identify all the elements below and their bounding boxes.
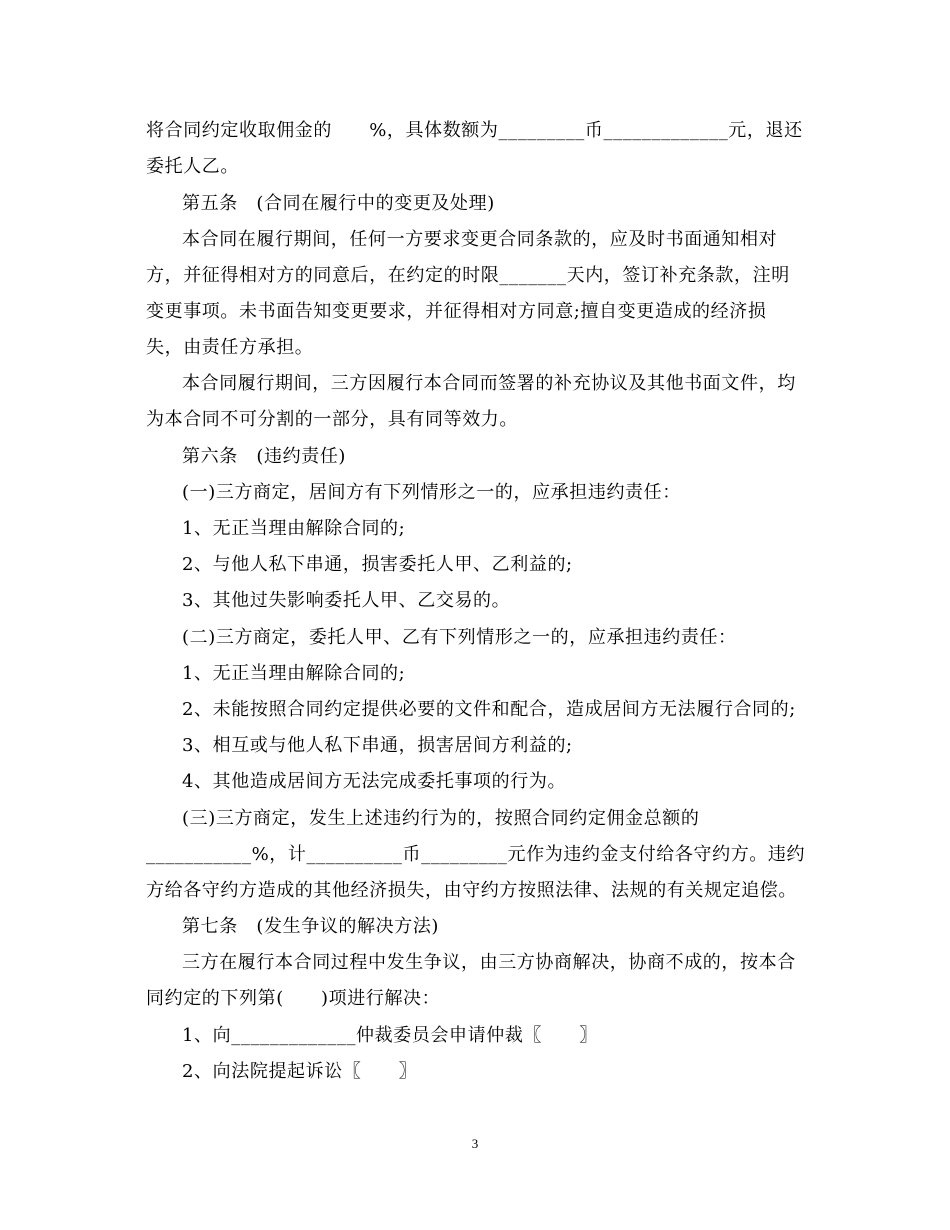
text-line: 方，并征得相对方的同意后，在约定的时限_______天内，签订补充条款，注明 [146, 265, 790, 286]
section-heading: 第七条 (发生争议的解决方法) [182, 916, 440, 937]
section-heading: 第五条 (合同在履行中的变更及处理) [182, 193, 495, 214]
list-item: 4、其他造成居间方无法完成委托事项的行为。 [182, 771, 567, 792]
list-item: 1、无正当理由解除合同的; [182, 663, 406, 684]
list-item: 3、相互或与他人私下串通，损害居间方利益的; [182, 735, 573, 756]
list-item: 2、向法院提起诉讼〖 〗 [182, 1061, 418, 1082]
list-item: 2、未能按照合同约定提供必要的文件和配合，造成居间方无法履行合同的; [182, 699, 796, 720]
text-line: 委托人乙。 [146, 156, 239, 177]
text-line: 本合同履行期间，三方因履行本合同而签署的补充协议及其他书面文件，均 [182, 373, 796, 394]
list-item: 2、与他人私下串通，损害委托人甲、乙利益的; [182, 554, 573, 575]
text-line: (一)三方商定，居间方有下列情形之一的，应承担违约责任： [182, 482, 681, 503]
text-line: 本合同在履行期间，任何一方要求变更合同条款的，应及时书面通知相对 [182, 229, 778, 250]
text-line: 变更事项。未书面告知变更要求，并征得相对方同意;擅自变更造成的经济损 [146, 301, 767, 322]
text-line: ___________%，计__________币_________元作为违约金支付给各守约方。违约 [146, 844, 806, 865]
list-item: 3、其他过失影响委托人甲、乙交易的。 [182, 590, 511, 611]
text-line: 三方在履行本合同过程中发生争议，由三方协商解决，协商不成的，按本合 [182, 952, 796, 973]
text-line: 为本合同不可分割的一部分，具有同等效力。 [146, 409, 518, 430]
text-line: 方给各守约方造成的其他经济损失，由守约方按照法律、法规的有关规定追偿。 [146, 880, 797, 901]
text-line: 同约定的下列第( )项进行解决： [146, 988, 441, 1009]
text-line: (二)三方商定，委托人甲、乙有下列情形之一的，应承担违约责任： [182, 627, 737, 648]
page-number: 3 [471, 1136, 479, 1151]
section-heading: 第六条 (违约责任) [182, 446, 347, 467]
text-line: (三)三方商定，发生上述违约行为的，按照合同约定佣金总额的 [182, 808, 700, 829]
text-line: 将合同约定收取佣金的 %，具体数额为_________币_____________元，退还 [146, 120, 803, 141]
list-item: 1、无正当理由解除合同的; [182, 518, 406, 539]
list-item: 1、向_____________仲裁委员会申请仲裁〖 〗 [182, 1025, 598, 1046]
text-line: 失，由责任方承担。 [146, 337, 314, 358]
